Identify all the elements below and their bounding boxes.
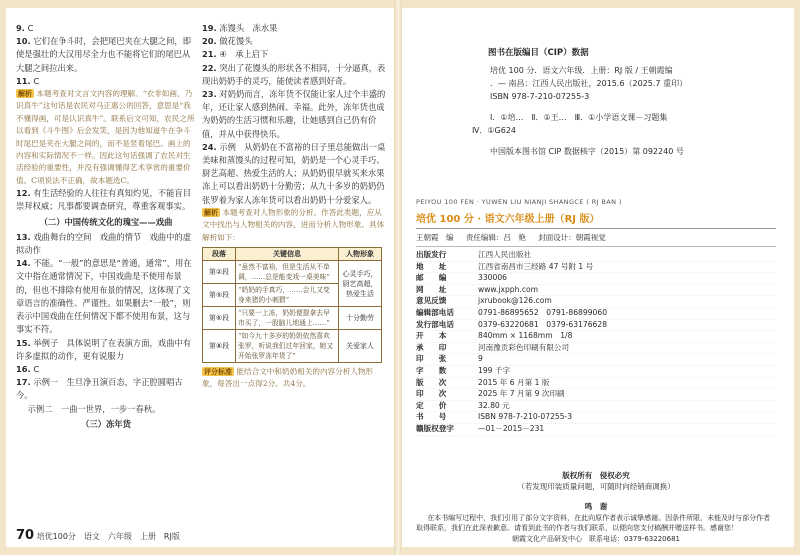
pub-row: 邮 编 330006 [416, 273, 776, 285]
answer-item: 16. C [16, 363, 40, 374]
answer-item: 14. 不能。“一般”的意思是“普通，通常”，用在文中指在通常情况下，中国戏曲是不使用布景的，但也不排除有使用布景的情况，这体现了文章语言的准确性、严谨性。如果删去“一般”，则表示中国戏曲在任何情况下都不使用布景，这与事实不符。 [16, 258, 192, 335]
book-title: 培优 100 分 · 语文六年级上册（RJ 版） [416, 210, 776, 229]
pub-row: 字 数 199 千字 [416, 366, 776, 378]
pub-row: 书 号 ISBN 978-7-210-07255-3 [416, 412, 776, 424]
pub-row: 赣版权登字 —01－2015－231 [416, 424, 776, 436]
cip-block [472, 64, 772, 158]
scoring-block: 评分标准 能结合文中和奶奶相关的内容分析人物形象，每答出一点得2分。共4分。 [202, 367, 374, 389]
pub-row: 承 印 河南豫贡彩色印刷有限公司 [416, 343, 776, 355]
pub-row: 出版发行 江西人民出版社 [416, 250, 776, 262]
left-column-1 [16, 22, 196, 433]
cip-note: 中国版本图书馆 CIP 数据核字（2015）第 092240 号 [490, 147, 684, 156]
pinyin-title: PEIYOU 100 FEN · YUWEN LIU NIANJI SHANGCE ( RJ BAN ) [416, 198, 622, 206]
cip-title: 图书在版编目（CIP）数据 [488, 48, 589, 58]
cip-line: Ⅰ．①培… Ⅱ．①王… Ⅲ．①小学语文课－习题集 [490, 113, 668, 122]
pub-row: 开 本 840mm × 1168mm 1/8 [416, 331, 776, 343]
answer-item: 11. C [16, 75, 40, 86]
pub-row: 印 次 2025 年 7 月第 9 次印刷 [416, 389, 776, 401]
analysis-tag: 解析 [204, 207, 218, 217]
answer-item: 15. 举例子 具体说明了在表演方面，戏曲中有许多虚拟的动作，更有说服力 [16, 337, 191, 361]
book-gutter [394, 0, 402, 555]
answer-item: 23. 对奶奶而言，冻年货不仅能让家人过个丰盛的年，还让家人感到热闹、幸福。此外，冻年货也成为奶奶的生活习惯和乐趣，让她感到自己仍有价值，并从中获得快乐。 [202, 89, 386, 139]
cip-line: Ⅳ．①G624 [472, 126, 517, 135]
answer-item: 10. 它们在争斗时，会把尾巴夹在大腿之间，即使是强壮的大汉用尽全力也不能将它们的尾巴从大腿之间拉出来。 [16, 36, 191, 73]
scoring-tag: 评分标准 [204, 367, 232, 377]
table-header-row: 段落 关键信息 人物形象 [203, 248, 382, 261]
answer-item: 22. 突出了花馒头的形状各不相同，十分逼真，表现出奶奶手的灵巧，能使读者感到好奇。 [202, 62, 386, 86]
pub-row: 编辑部电话 0791-86895652 0791-86899060 [416, 308, 776, 320]
acknowledgements: 鸣 谢 在本书编写过程中，我们引用了部分文字资料，在此向原作者表示诚挚感谢。因条件所限，未能及时与部分作者取得联系，我们在此深表歉意。请看到此书的作者与我们联系，以便向您支付稿酬并赠送样书。感谢您！ 朝霞文化产品研发中心 联系电话：0379-63220681 [416, 502, 771, 543]
answer-item: 19. 冻馒头 冻水果 [202, 23, 278, 33]
right-page [402, 8, 794, 547]
cip-line: 培优 100 分．语文六年级．上册：RJ 版 / 王朝霞编 [490, 66, 673, 75]
page-footer [16, 528, 180, 543]
answer-item: 示例二 一曲一世界，一步一春秋。 [27, 403, 161, 414]
pub-row: 定 价 32.80 元 [416, 401, 776, 413]
copyright-notice: 版权所有 侵权必究 （若发现印装质量问题，可随时向经销商调换） [517, 471, 675, 491]
pub-row: 印 张 9 [416, 354, 776, 366]
table-row: 第⑤段 “奶奶的手真巧，……会儿又变身来猪的小刺猬” [203, 284, 382, 307]
credits: 王朝霞 编 责任编辑：吕 艳 封面设计：朝霞视觉 [416, 232, 776, 247]
pub-row: 版 次 2015 年 6 月第 1 版 [416, 378, 776, 390]
table-row: 第⑥段 “只要一上冻，奶奶便提拿去早市买了，一股脑儿地通上……” 十分勤劳 [203, 307, 382, 330]
publication-info [416, 250, 776, 436]
answer-item: 24. 示例 从奶奶在不富裕的日子里总能做出一桌美味和蒸馒头的过程可知，奶奶是一个心灵手巧、厨艺高超、热爱生活的人；从奶奶很早就买来水果冻上可以看出奶奶十分勤劳；从九十多岁的奶奶仍张罗着为家人冻年货可以看出奶奶十分爱家人。 [202, 141, 386, 205]
page-number: 70 [16, 528, 35, 543]
left-column-2 [202, 22, 388, 391]
analysis-block: 解析 本题考查对文言文内容的理解。“衣非如画，乃识真牛”这句话是农民对马正惠公的回答，意思是“我不懂得画，可是认识真牛”。联系后文可知，农民之所以看到《斗牛图》后会发笑，是因为他知道牛在争斗时尾巴是夹在大腿之间的，而不是竖着尾巴。画上的内容和实际情况不一样。因此这句话强调了农民对生活经验的重要性，并没有强调懂得艺术享赏的重要价值。C项说法不正确，故本题选C。 [16, 89, 195, 185]
section-heading: （三）冻年货 [81, 418, 131, 429]
character-analysis-table [202, 247, 382, 363]
answer-item: 21. ④ 承上启下 [202, 49, 269, 60]
table-row: 第⑧段 “如今九十多岁的奶奶依然喜欢张罗，听说我们过年回家，她又开始张罗冻年货了” 关爱家人 [203, 330, 382, 363]
pub-row: 发行部电话 0379-63220681 0379-63176628 [416, 320, 776, 332]
section-heading: （二）中国传统文化的瑰宝——戏曲 [39, 216, 173, 227]
answer-item: 13. 戏曲舞台的空间 戏曲的情节 戏曲中的虚拟动作 [16, 231, 191, 256]
pub-row: 地 址 江西省南昌市三经路 47 号附 1 号 [416, 262, 776, 274]
analysis-block: 解析 本题考查对人物形象的分析。作答此类题，应从文中找出与人物相关的内容，进而分析人物形象。具体解析如下： [202, 207, 385, 242]
table-row: 第②段 “虽然不富裕，但是生活从不单调，……总是能变戏一桌美味” 心灵手巧，厨艺高超，热爱生活 [203, 261, 382, 284]
answer-item: 12. 有生活经验的人往往有真知灼见，不能盲目崇拜权威；凡事都要调查研究，尊重客观事实。 [16, 188, 191, 212]
answer-item: 17. 示例一 生旦净丑演百态，字正腔圆唱古今。 [16, 377, 183, 401]
analysis-tag: 解析 [18, 89, 32, 99]
answer-item: 9. C [16, 23, 34, 33]
footer-title: 培优100分 语文 六年级 上册 RJ版 [36, 532, 180, 541]
cip-line: ISBN 978-7-210-07255-3 [490, 92, 590, 101]
pub-row: 网 址 www.jxpph.com [416, 285, 776, 297]
pub-row: 意见反馈 jxrubook@126.com [416, 296, 776, 308]
answer-item: 20. 做花馒头 [202, 36, 253, 47]
cip-line: ．— 南昌：江西人民出版社，2015.6（2025.7 重印） [490, 79, 688, 88]
left-page [6, 8, 394, 547]
